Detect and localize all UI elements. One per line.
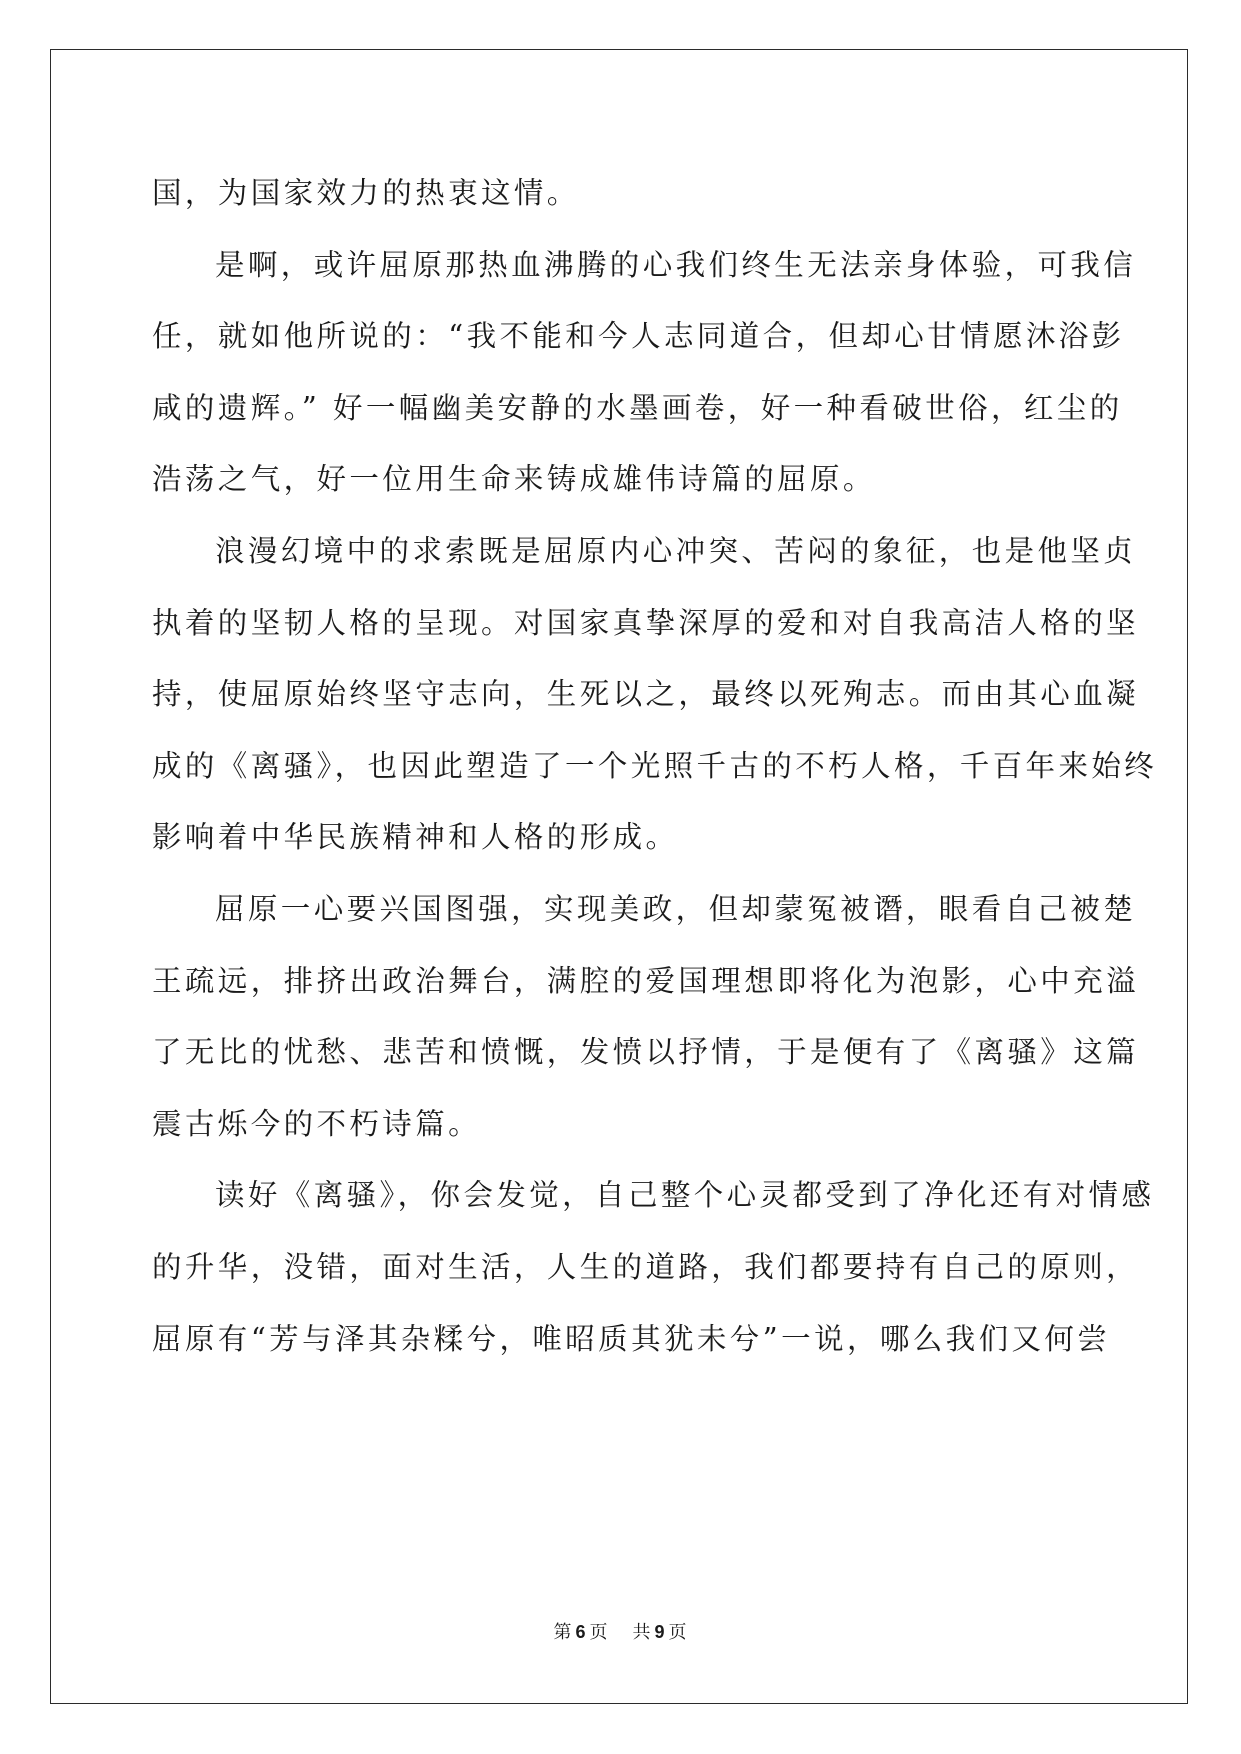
text-line: 王疏远，排挤出政治舞台，满腔的爱国理想即将化为泡影，心中充溢 — [152, 963, 1140, 998]
text-line: 国，为国家效力的热衷这情。 — [152, 176, 580, 210]
paragraph-start-line: 屈原一心要兴国图强，实现美政，但却蒙冤被谮，眼看自己被楚 — [215, 891, 1137, 926]
text-line: 影响着中华民族精神和人格的形成。 — [152, 820, 679, 855]
page-number-footer — [0, 1618, 1241, 1644]
paragraph-start-line: 读好《离骚》，你会发觉，自己整个心灵都受到了净化还有对情感 — [215, 1178, 1155, 1213]
total-page-number: 9 — [654, 1622, 666, 1642]
text-line: 成的《离骚》，也因此塑造了一个光照千古的不朽人格，千百年来始终 — [152, 748, 1158, 783]
page-suffix: 页 — [589, 1622, 609, 1643]
current-page-number: 6 — [575, 1622, 587, 1642]
text-line: 震古烁今的不朽诗篇。 — [152, 1106, 482, 1141]
paragraph-start-line: 是啊，或许屈原那热血沸腾的心我们终生无法亲身体验，可我信 — [215, 247, 1137, 282]
text-line: 持，使屈原始终坚守志向，生死以之，最终以死殉志。而由其心血凝 — [152, 677, 1140, 712]
total-prefix: 共 — [632, 1622, 652, 1643]
paragraph-start-line: 浪漫幻境中的求索既是屈原内心冲突、苦闷的象征，也是他坚贞 — [215, 533, 1137, 568]
text-line: 屈原有“芳与泽其杂糅兮，唯昭质其犹未兮”一说，哪么我们又何尝 — [152, 1321, 1111, 1356]
text-line: 的升华，没错，面对生活，人生的道路，我们都要持有自己的原则， — [152, 1249, 1140, 1284]
total-suffix: 页 — [668, 1622, 688, 1643]
page-prefix: 第 — [553, 1622, 573, 1643]
document-body — [152, 158, 1158, 1375]
text-line: 咸的遗辉。” 好一幅幽美安静的水墨画卷，好一种看破世俗，红尘的 — [152, 390, 1123, 425]
text-line: 任，就如他所说的：“我不能和今人志同道合，但却心甘情愿沐浴彭 — [152, 319, 1125, 354]
text-line: 浩荡之气，好一位用生命来铸成雄伟诗篇的屈原。 — [152, 462, 876, 497]
text-line: 执着的坚韧人格的呈现。对国家真挚深厚的爱和对自我高洁人格的坚 — [152, 605, 1140, 640]
text-line: 了无比的忧愁、悲苦和愤慨，发愤以抒情，于是便有了《离骚》这篇 — [152, 1035, 1140, 1070]
